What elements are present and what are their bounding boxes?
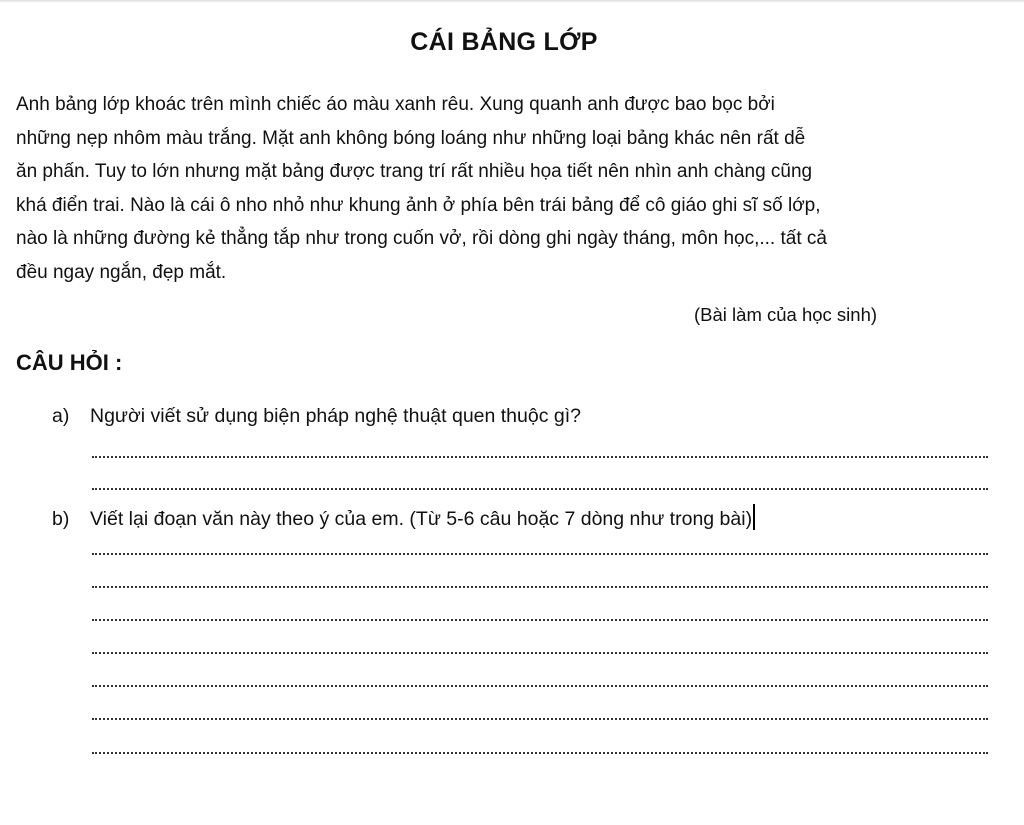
question-marker: a) <box>52 405 70 427</box>
passage-line: nào là những đường kẻ thẳng tắp như trong cuốn vở, rồi dòng ghi ngày tháng, môn học,... tất cả <box>16 228 827 249</box>
passage-line: khá điển trai. Nào là cái ô nho nhỏ như khung ảnh ở phía bên trái bảng để cô giáo ghi sĩ số lớp, <box>16 194 821 216</box>
answer-line-a-2[interactable] <box>92 488 988 490</box>
source-attribution: (Bài làm của học sinh) <box>694 304 878 325</box>
answer-line-b-5[interactable] <box>92 685 988 687</box>
answer-line-b-7[interactable] <box>92 752 988 754</box>
answer-line-b-6[interactable] <box>92 718 988 720</box>
question-a <box>52 405 581 428</box>
answer-line-b-3[interactable] <box>92 619 988 621</box>
passage-line: những nẹp nhôm màu trắng. Mặt anh không bóng loáng như những loại bảng khác nên rất dễ <box>16 127 806 149</box>
answer-line-b-1[interactable] <box>92 553 988 555</box>
question-b <box>52 504 755 531</box>
answer-line-b-4[interactable] <box>92 652 988 654</box>
passage-line: đều ngay ngắn, đẹp mắt. <box>16 261 227 283</box>
passage-line: ăn phấn. Tuy to lớn nhưng mặt bảng được trang trí rất nhiều họa tiết nên nhìn anh chàng cũng <box>16 161 813 182</box>
answer-line-a-1[interactable] <box>92 456 988 458</box>
questions-heading: CÂU HỎI : <box>16 350 123 375</box>
question-marker: b) <box>52 508 70 530</box>
text-cursor <box>753 504 755 530</box>
answer-line-b-2[interactable] <box>92 586 988 588</box>
question-text: Viết lại đoạn văn này theo ý của em. (Từ 5-6 câu hoặc 7 dòng như trong bài) <box>90 508 753 530</box>
passage-line: Anh bảng lớp khoác trên mình chiếc áo màu xanh rêu. Xung quanh anh được bao bọc bởi <box>16 94 775 115</box>
question-text: Người viết sử dụng biện pháp nghệ thuật quen thuộc gì? <box>90 405 581 427</box>
document-title: CÁI BẢNG LỚP <box>410 28 598 56</box>
passage-paragraph <box>16 88 1006 289</box>
